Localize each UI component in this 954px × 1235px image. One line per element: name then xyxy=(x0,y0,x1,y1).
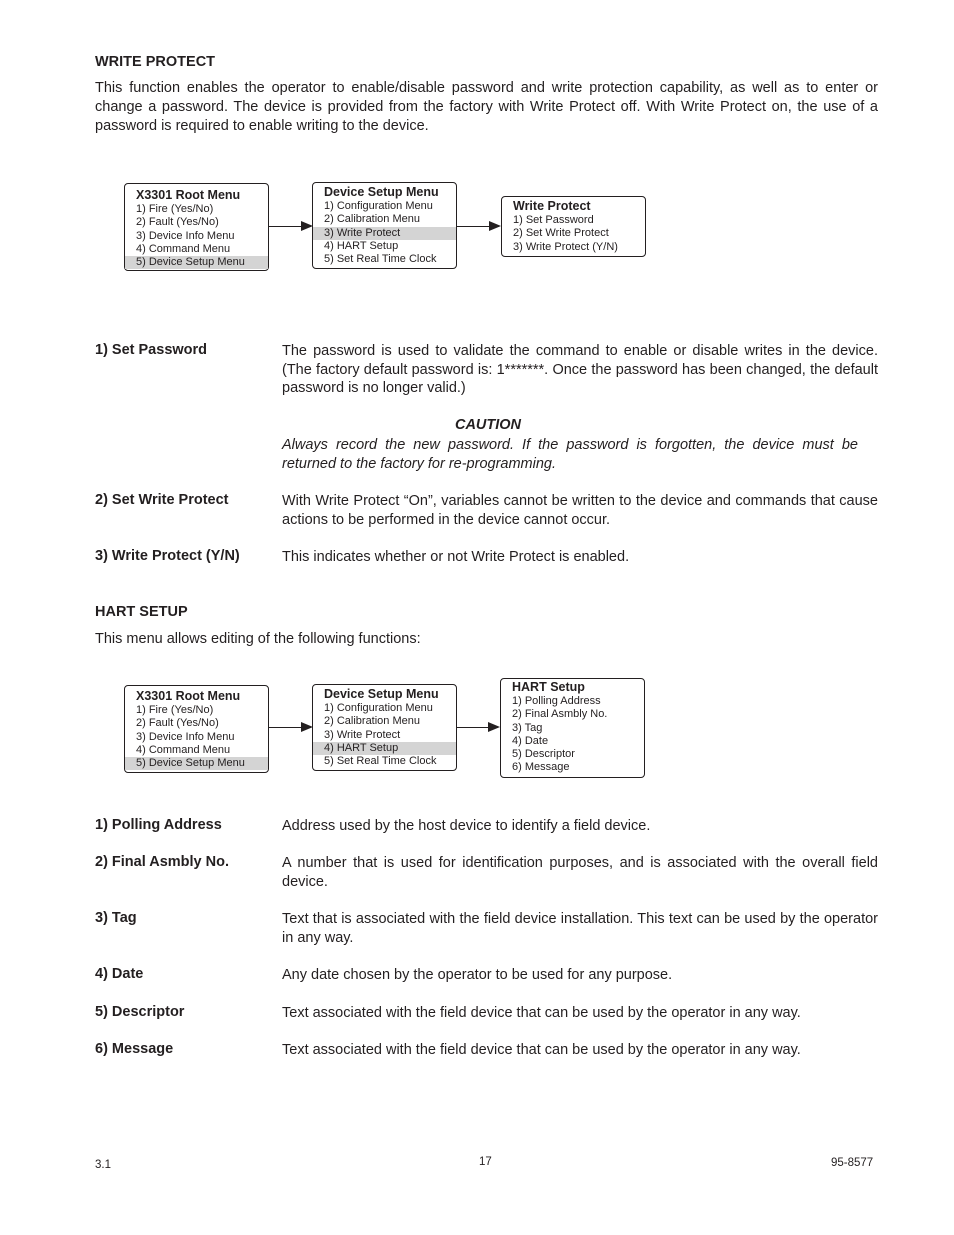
hart-setup-heading: HART SETUP xyxy=(95,604,188,620)
root-menu-item: 2) Fault (Yes/No) xyxy=(136,717,219,730)
device-setup-menu-item: 5) Set Real Time Clock xyxy=(324,755,437,768)
write-protect-menu-box xyxy=(501,196,646,257)
root-menu-item: 4) Command Menu xyxy=(136,242,231,255)
write-protect-menu-title: Write Protect xyxy=(513,199,591,213)
root-menu-box xyxy=(124,685,269,773)
arrow-connector xyxy=(269,226,311,227)
device-setup-menu-item-selected: 4) HART Setup xyxy=(313,742,456,755)
definition-text: Text that is associated with the field device installation. This text can be used by the operator in any way. xyxy=(282,911,878,946)
definition-term: 1) Set Password xyxy=(95,342,208,358)
arrow-connector xyxy=(457,727,498,728)
footer-page-number: 17 xyxy=(479,1156,492,1168)
root-menu-item: 4) Command Menu xyxy=(136,743,231,756)
root-menu-item: 3) Device Info Menu xyxy=(136,229,235,242)
device-setup-menu-item: 2) Calibration Menu xyxy=(324,715,420,728)
device-setup-menu-title: Device Setup Menu xyxy=(324,185,439,199)
definition-text: Address used by the host device to identify a field device. xyxy=(282,818,651,834)
device-setup-menu-box xyxy=(312,182,457,269)
device-setup-menu-item: 4) HART Setup xyxy=(324,239,399,252)
hart-setup-menu-item: 4) Date xyxy=(512,734,549,747)
hart-setup-menu-item: 3) Tag xyxy=(512,721,543,734)
hart-setup-menu-item: 1) Polling Address xyxy=(512,695,601,707)
definition-term: 2) Final Asmbly No. xyxy=(95,854,230,870)
hart-setup-menu-item: 5) Descriptor xyxy=(512,748,575,761)
hart-setup-menu-item: 6) Message xyxy=(512,761,570,774)
device-setup-menu-item: 1) Configuration Menu xyxy=(324,200,433,212)
hart-setup-intro: This menu allows editing of the following functions: xyxy=(95,631,421,647)
hart-setup-menu-item: 2) Final Asmbly No. xyxy=(512,708,608,721)
footer-document-number: 95-8577 xyxy=(831,1157,874,1169)
arrow-connector xyxy=(269,727,311,728)
definition-term: 3) Tag xyxy=(95,910,137,926)
arrow-connector xyxy=(457,226,499,227)
definition-term: 6) Message xyxy=(95,1041,174,1057)
root-menu-item: 1) Fire (Yes/No) xyxy=(136,704,214,716)
root-menu-title: X3301 Root Menu xyxy=(136,188,241,202)
root-menu-item: 1) Fire (Yes/No) xyxy=(136,203,214,215)
definition-term: 3) Write Protect (Y/N) xyxy=(95,548,240,564)
root-menu-box xyxy=(124,183,269,271)
write-protect-heading: WRITE PROTECT xyxy=(95,54,216,70)
definition-term: 2) Set Write Protect xyxy=(95,492,229,508)
root-menu-item-selected: 5) Device Setup Menu xyxy=(125,256,268,269)
definition-term: 1) Polling Address xyxy=(95,817,222,833)
definition-text: Text associated with the field device that can be used by the operator in any way. xyxy=(282,1042,801,1058)
device-setup-menu-item: 5) Set Real Time Clock xyxy=(324,253,437,266)
write-protect-intro: This function enables the operator to enable/disable password and write protection capability, as well as to enter or change a password. The device is provided from the factory with Write Protect off. With Write Protect on, the use of a password is required to enable writing to the device. xyxy=(95,80,878,134)
root-menu-item-selected: 5) Device Setup Menu xyxy=(125,757,268,770)
device-setup-menu-title: Device Setup Menu xyxy=(324,687,439,701)
root-menu-item: 3) Device Info Menu xyxy=(136,730,235,743)
definition-text: A number that is used for identification purposes, and is associated with the overall field device. xyxy=(282,855,878,890)
caution-title: CAUTION xyxy=(454,417,522,433)
write-protect-menu-item: 2) Set Write Protect xyxy=(513,227,609,240)
write-protect-menu-item: 1) Set Password xyxy=(513,214,594,226)
definition-text: The password is used to validate the command to enable or disable writes in the device. (The factory default password is: 1*******. Once the password has been changed, the default password is no longer valid.) xyxy=(282,343,878,396)
definition-text: This indicates whether or not Write Protect is enabled. xyxy=(282,549,630,565)
definition-text: With Write Protect “On”, variables cannot be written to the device and commands that cause actions to be performed in the device cannot occur. xyxy=(282,493,878,528)
device-setup-menu-item: 3) Write Protect xyxy=(324,728,401,741)
root-menu-item: 2) Fault (Yes/No) xyxy=(136,216,219,229)
definition-text: Text associated with the field device that can be used by the operator in any way. xyxy=(282,1005,801,1021)
device-setup-menu-item: 2) Calibration Menu xyxy=(324,213,420,226)
device-setup-menu-box xyxy=(312,684,457,771)
write-protect-menu-item: 3) Write Protect (Y/N) xyxy=(513,240,618,253)
definition-term: 4) Date xyxy=(95,966,144,982)
hart-setup-menu-title: HART Setup xyxy=(512,680,585,694)
device-setup-menu-item: 1) Configuration Menu xyxy=(324,702,433,714)
hart-setup-menu-box xyxy=(500,678,645,778)
device-setup-menu-item-selected: 3) Write Protect xyxy=(313,227,456,240)
definition-text: Any date chosen by the operator to be used for any purpose. xyxy=(282,967,673,983)
root-menu-title: X3301 Root Menu xyxy=(136,689,241,703)
footer-revision: 3.1 xyxy=(95,1159,111,1171)
definition-term: 5) Descriptor xyxy=(95,1004,185,1020)
caution-text: Always record the new password. If the password is forgotten, the device must be returned to the factory for re-programming. xyxy=(282,437,858,472)
